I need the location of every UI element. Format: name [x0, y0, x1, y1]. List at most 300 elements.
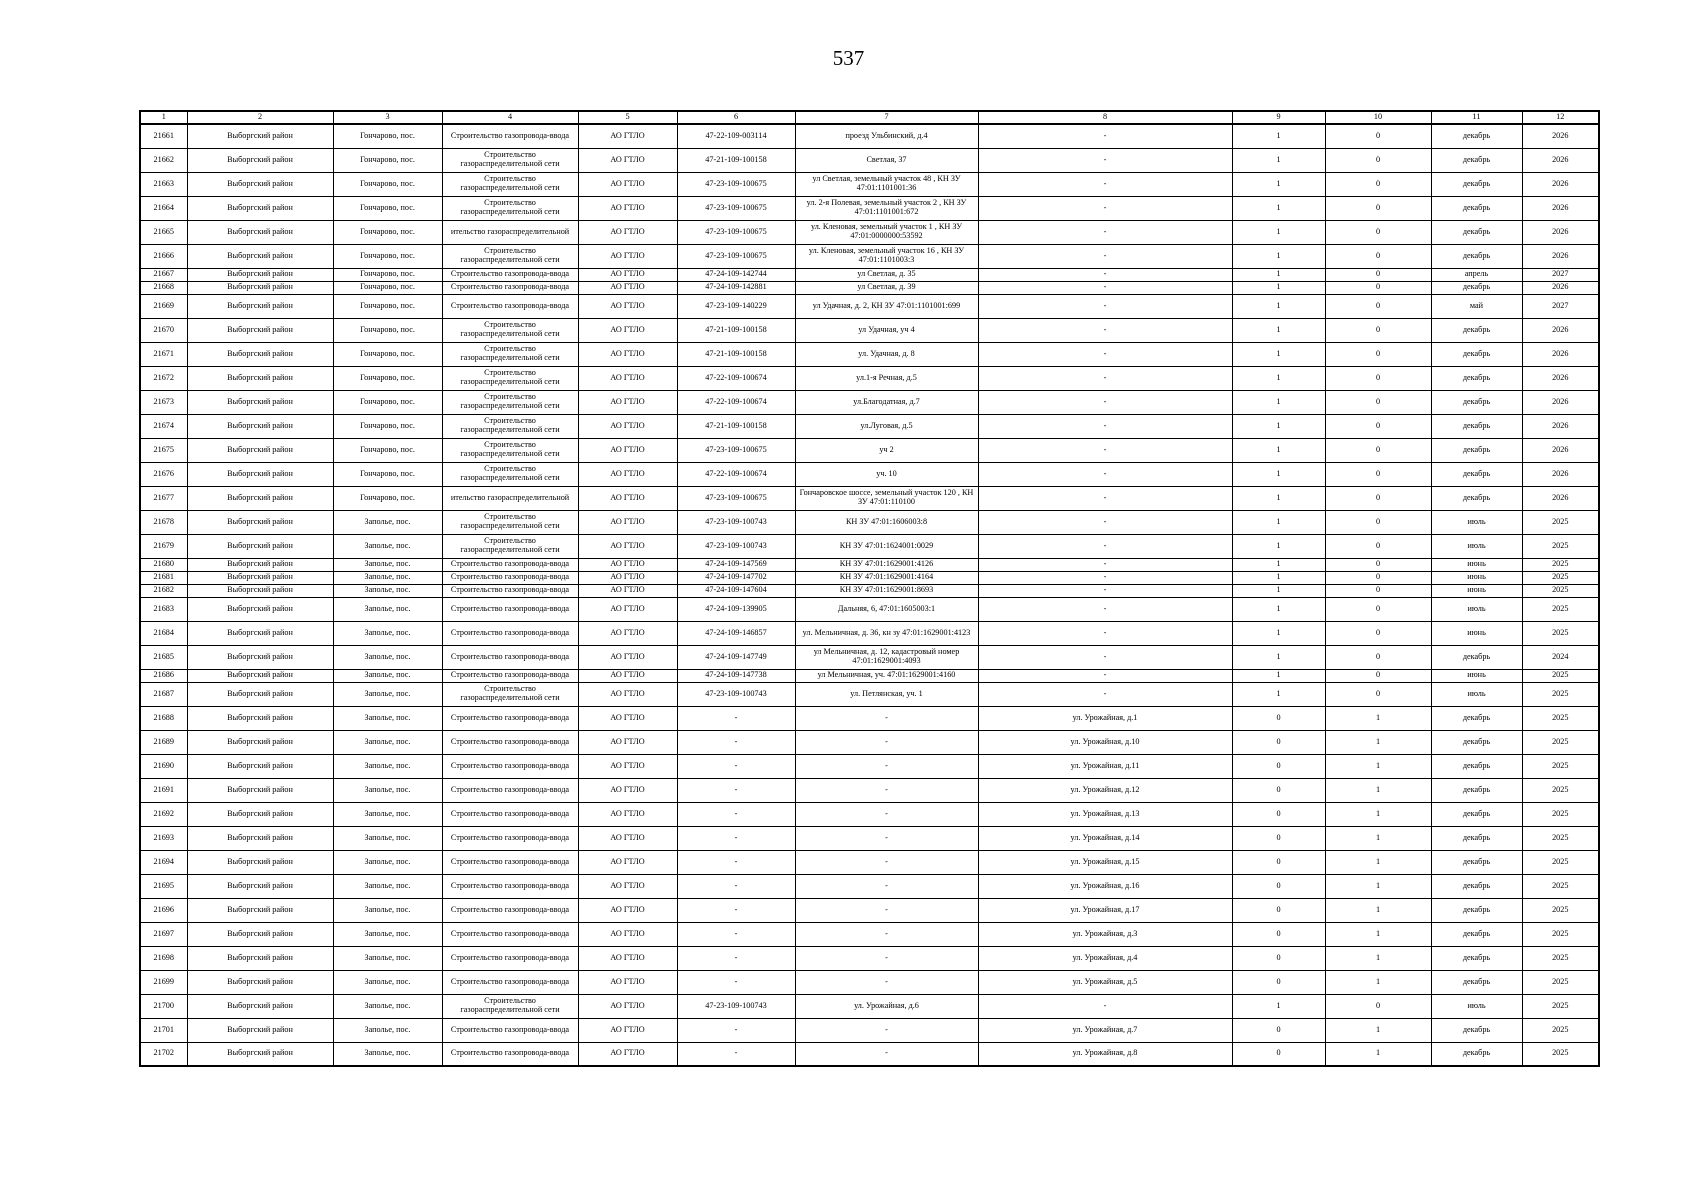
table-row	[140, 281, 1599, 294]
district-cell: Выборгский район	[187, 196, 333, 220]
district-cell: Выборгский район	[187, 1042, 333, 1066]
column-header: 10	[1325, 111, 1431, 124]
settlement-cell: Заполье, пос.	[333, 826, 442, 850]
organization-cell: АО ГТЛО	[578, 994, 677, 1018]
table-row	[140, 220, 1599, 244]
year-cell: 2026	[1522, 390, 1599, 414]
address-cell: -	[795, 874, 978, 898]
row-number-cell: 21684	[140, 621, 187, 645]
table-row	[140, 510, 1599, 534]
count-b-cell: 0	[1325, 438, 1431, 462]
column-header: 9	[1232, 111, 1325, 124]
row-number-cell: 21663	[140, 172, 187, 196]
table-row	[140, 148, 1599, 172]
settlement-cell: Заполье, пос.	[333, 850, 442, 874]
count-a-cell: 1	[1232, 268, 1325, 281]
work-type-cell: Строительство газораспределительной сети	[442, 366, 578, 390]
count-a-cell: 0	[1232, 970, 1325, 994]
year-cell: 2025	[1522, 597, 1599, 621]
count-b-cell: 1	[1325, 778, 1431, 802]
organization-cell: АО ГТЛО	[578, 1018, 677, 1042]
work-type-cell: Строительство газораспределительной сети	[442, 318, 578, 342]
district-cell: Выборгский район	[187, 294, 333, 318]
organization-cell: АО ГТЛО	[578, 826, 677, 850]
address-alt-cell: -	[978, 645, 1232, 669]
year-cell: 2025	[1522, 706, 1599, 730]
month-cell: декабрь	[1431, 414, 1522, 438]
table-row	[140, 730, 1599, 754]
district-cell: Выборгский район	[187, 244, 333, 268]
organization-cell: АО ГТЛО	[578, 754, 677, 778]
application-number-cell: 47-21-109-100158	[677, 318, 795, 342]
address-alt-cell: -	[978, 994, 1232, 1018]
table-row	[140, 172, 1599, 196]
count-a-cell: 1	[1232, 669, 1325, 682]
settlement-cell: Гончарово, пос.	[333, 414, 442, 438]
month-cell: декабрь	[1431, 244, 1522, 268]
application-number-cell: 47-23-109-100675	[677, 244, 795, 268]
month-cell: май	[1431, 294, 1522, 318]
count-b-cell: 1	[1325, 730, 1431, 754]
table-row	[140, 196, 1599, 220]
organization-cell: АО ГТЛО	[578, 294, 677, 318]
table-row	[140, 268, 1599, 281]
organization-cell: АО ГТЛО	[578, 366, 677, 390]
month-cell: июнь	[1431, 621, 1522, 645]
application-number-cell: -	[677, 874, 795, 898]
row-number-cell: 21687	[140, 682, 187, 706]
settlement-cell: Заполье, пос.	[333, 754, 442, 778]
year-cell: 2026	[1522, 281, 1599, 294]
settlement-cell: Заполье, пос.	[333, 922, 442, 946]
application-number-cell: 47-24-109-147604	[677, 584, 795, 597]
district-cell: Выборгский район	[187, 946, 333, 970]
settlement-cell: Заполье, пос.	[333, 898, 442, 922]
district-cell: Выборгский район	[187, 645, 333, 669]
count-b-cell: 0	[1325, 621, 1431, 645]
application-number-cell: 47-24-109-146857	[677, 621, 795, 645]
table-row	[140, 922, 1599, 946]
address-alt-cell: -	[978, 220, 1232, 244]
address-alt-cell: -	[978, 682, 1232, 706]
month-cell: июнь	[1431, 669, 1522, 682]
settlement-cell: Гончарово, пос.	[333, 196, 442, 220]
row-number-cell: 21681	[140, 571, 187, 584]
count-b-cell: 0	[1325, 172, 1431, 196]
count-a-cell: 1	[1232, 645, 1325, 669]
settlement-cell: Гончарово, пос.	[333, 124, 442, 148]
address-alt-cell: ул. Урожайная, д.12	[978, 778, 1232, 802]
table-row	[140, 682, 1599, 706]
count-b-cell: 0	[1325, 318, 1431, 342]
month-cell: декабрь	[1431, 172, 1522, 196]
work-type-cell: Строительство газопровода-ввода	[442, 584, 578, 597]
row-number-cell: 21666	[140, 244, 187, 268]
count-b-cell: 0	[1325, 534, 1431, 558]
month-cell: декабрь	[1431, 390, 1522, 414]
address-alt-cell: ул. Урожайная, д.14	[978, 826, 1232, 850]
row-number-cell: 21665	[140, 220, 187, 244]
row-number-cell: 21699	[140, 970, 187, 994]
month-cell: июль	[1431, 994, 1522, 1018]
year-cell: 2025	[1522, 510, 1599, 534]
year-cell: 2025	[1522, 730, 1599, 754]
settlement-cell: Заполье, пос.	[333, 1018, 442, 1042]
table-row	[140, 318, 1599, 342]
table-row	[140, 534, 1599, 558]
table-row	[140, 244, 1599, 268]
settlement-cell: Гончарово, пос.	[333, 318, 442, 342]
row-number-cell: 21664	[140, 196, 187, 220]
application-number-cell: -	[677, 970, 795, 994]
organization-cell: АО ГТЛО	[578, 946, 677, 970]
month-cell: июнь	[1431, 584, 1522, 597]
address-cell: КН ЗУ 47:01:1629001:8693	[795, 584, 978, 597]
application-number-cell: -	[677, 778, 795, 802]
table-row	[140, 366, 1599, 390]
address-alt-cell: -	[978, 486, 1232, 510]
address-cell: уч. 10	[795, 462, 978, 486]
work-type-cell: Строительство газораспределительной сети	[442, 172, 578, 196]
year-cell: 2026	[1522, 220, 1599, 244]
address-alt-cell: -	[978, 244, 1232, 268]
settlement-cell: Заполье, пос.	[333, 621, 442, 645]
count-a-cell: 0	[1232, 1018, 1325, 1042]
year-cell: 2025	[1522, 682, 1599, 706]
settlement-cell: Заполье, пос.	[333, 534, 442, 558]
address-cell: ул. Петлянская, уч. 1	[795, 682, 978, 706]
application-number-cell: 47-24-109-142881	[677, 281, 795, 294]
application-number-cell: -	[677, 1018, 795, 1042]
address-cell: ул. Кленовая, земельный участок 1 , КН ЗУ 47:01:0000000:53592	[795, 220, 978, 244]
count-b-cell: 1	[1325, 706, 1431, 730]
organization-cell: АО ГТЛО	[578, 534, 677, 558]
address-alt-cell: ул. Урожайная, д.8	[978, 1042, 1232, 1066]
address-alt-cell: ул. Урожайная, д.5	[978, 970, 1232, 994]
district-cell: Выборгский район	[187, 342, 333, 366]
year-cell: 2026	[1522, 366, 1599, 390]
organization-cell: АО ГТЛО	[578, 124, 677, 148]
work-type-cell: Строительство газопровода-ввода	[442, 294, 578, 318]
row-number-cell: 21677	[140, 486, 187, 510]
table-row	[140, 558, 1599, 571]
count-a-cell: 1	[1232, 294, 1325, 318]
organization-cell: АО ГТЛО	[578, 172, 677, 196]
month-cell: декабрь	[1431, 342, 1522, 366]
settlement-cell: Гончарово, пос.	[333, 438, 442, 462]
settlement-cell: Заполье, пос.	[333, 669, 442, 682]
work-type-cell: Строительство газопровода-ввода	[442, 730, 578, 754]
table-row	[140, 597, 1599, 621]
organization-cell: АО ГТЛО	[578, 874, 677, 898]
month-cell: декабрь	[1431, 826, 1522, 850]
row-number-cell: 21688	[140, 706, 187, 730]
district-cell: Выборгский район	[187, 584, 333, 597]
column-header: 11	[1431, 111, 1522, 124]
address-alt-cell: -	[978, 571, 1232, 584]
district-cell: Выборгский район	[187, 462, 333, 486]
work-type-cell: Строительство газопровода-ввода	[442, 621, 578, 645]
count-b-cell: 1	[1325, 874, 1431, 898]
row-number-cell: 21696	[140, 898, 187, 922]
count-a-cell: 1	[1232, 220, 1325, 244]
organization-cell: АО ГТЛО	[578, 802, 677, 826]
district-cell: Выборгский район	[187, 730, 333, 754]
table-row	[140, 994, 1599, 1018]
address-alt-cell: -	[978, 584, 1232, 597]
month-cell: июнь	[1431, 558, 1522, 571]
year-cell: 2025	[1522, 558, 1599, 571]
register-table	[139, 110, 1600, 1067]
row-number-cell: 21694	[140, 850, 187, 874]
count-b-cell: 0	[1325, 510, 1431, 534]
count-b-cell: 0	[1325, 645, 1431, 669]
address-alt-cell: ул. Урожайная, д.10	[978, 730, 1232, 754]
address-cell: -	[795, 826, 978, 850]
address-cell: -	[795, 898, 978, 922]
address-cell: ул. Кленовая, земельный участок 16 , КН ЗУ 47:01:1101003:3	[795, 244, 978, 268]
address-alt-cell: -	[978, 281, 1232, 294]
district-cell: Выборгский район	[187, 597, 333, 621]
organization-cell: АО ГТЛО	[578, 414, 677, 438]
month-cell: декабрь	[1431, 196, 1522, 220]
address-alt-cell: -	[978, 597, 1232, 621]
address-cell: ул Светлая, д. 39	[795, 281, 978, 294]
settlement-cell: Гончарово, пос.	[333, 281, 442, 294]
address-cell: ул.1-я Речная, д.5	[795, 366, 978, 390]
year-cell: 2025	[1522, 621, 1599, 645]
table-row	[140, 754, 1599, 778]
address-alt-cell: -	[978, 268, 1232, 281]
count-b-cell: 0	[1325, 342, 1431, 366]
address-cell: КН ЗУ 47:01:1629001:4126	[795, 558, 978, 571]
count-b-cell: 0	[1325, 584, 1431, 597]
organization-cell: АО ГТЛО	[578, 438, 677, 462]
address-alt-cell: -	[978, 196, 1232, 220]
address-cell: ул. Удачная, д. 8	[795, 342, 978, 366]
count-a-cell: 0	[1232, 898, 1325, 922]
settlement-cell: Заполье, пос.	[333, 970, 442, 994]
month-cell: июль	[1431, 682, 1522, 706]
address-alt-cell: ул. Урожайная, д.1	[978, 706, 1232, 730]
count-a-cell: 1	[1232, 148, 1325, 172]
organization-cell: АО ГТЛО	[578, 922, 677, 946]
year-cell: 2026	[1522, 196, 1599, 220]
row-number-cell: 21671	[140, 342, 187, 366]
count-a-cell: 1	[1232, 172, 1325, 196]
row-number-cell: 21691	[140, 778, 187, 802]
district-cell: Выборгский район	[187, 898, 333, 922]
row-number-cell: 21674	[140, 414, 187, 438]
application-number-cell: 47-22-109-100674	[677, 366, 795, 390]
count-a-cell: 1	[1232, 438, 1325, 462]
work-type-cell: Строительство газопровода-ввода	[442, 706, 578, 730]
column-header: 7	[795, 111, 978, 124]
work-type-cell: Строительство газораспределительной сети	[442, 196, 578, 220]
row-number-cell: 21693	[140, 826, 187, 850]
row-number-cell: 21679	[140, 534, 187, 558]
address-cell: -	[795, 778, 978, 802]
column-header: 4	[442, 111, 578, 124]
address-alt-cell: -	[978, 294, 1232, 318]
work-type-cell: Строительство газораспределительной сети	[442, 148, 578, 172]
settlement-cell: Гончарово, пос.	[333, 366, 442, 390]
count-a-cell: 0	[1232, 730, 1325, 754]
column-header: 6	[677, 111, 795, 124]
application-number-cell: 47-21-109-100158	[677, 414, 795, 438]
table-row	[140, 414, 1599, 438]
district-cell: Выборгский район	[187, 390, 333, 414]
table-row	[140, 826, 1599, 850]
application-number-cell: -	[677, 946, 795, 970]
address-alt-cell: -	[978, 172, 1232, 196]
table-row	[140, 898, 1599, 922]
application-number-cell: 47-23-109-100675	[677, 438, 795, 462]
month-cell: декабрь	[1431, 148, 1522, 172]
work-type-cell: Строительство газораспределительной сети	[442, 510, 578, 534]
count-b-cell: 0	[1325, 268, 1431, 281]
settlement-cell: Заполье, пос.	[333, 571, 442, 584]
address-cell: ул.Благодатная, д.7	[795, 390, 978, 414]
year-cell: 2024	[1522, 645, 1599, 669]
organization-cell: АО ГТЛО	[578, 898, 677, 922]
table-row	[140, 874, 1599, 898]
settlement-cell: Гончарово, пос.	[333, 294, 442, 318]
application-number-cell: -	[677, 730, 795, 754]
year-cell: 2026	[1522, 342, 1599, 366]
row-number-cell: 21689	[140, 730, 187, 754]
year-cell: 2026	[1522, 124, 1599, 148]
address-cell: -	[795, 802, 978, 826]
count-a-cell: 0	[1232, 802, 1325, 826]
organization-cell: АО ГТЛО	[578, 850, 677, 874]
organization-cell: АО ГТЛО	[578, 558, 677, 571]
count-b-cell: 0	[1325, 669, 1431, 682]
year-cell: 2025	[1522, 1042, 1599, 1066]
month-cell: декабрь	[1431, 281, 1522, 294]
district-cell: Выборгский район	[187, 802, 333, 826]
row-number-cell: 21673	[140, 390, 187, 414]
year-cell: 2026	[1522, 318, 1599, 342]
count-b-cell: 0	[1325, 124, 1431, 148]
district-cell: Выборгский район	[187, 778, 333, 802]
address-alt-cell: -	[978, 558, 1232, 571]
month-cell: апрель	[1431, 268, 1522, 281]
count-a-cell: 1	[1232, 366, 1325, 390]
address-alt-cell: -	[978, 621, 1232, 645]
district-cell: Выборгский район	[187, 148, 333, 172]
month-cell: декабрь	[1431, 898, 1522, 922]
row-number-cell: 21701	[140, 1018, 187, 1042]
year-cell: 2025	[1522, 922, 1599, 946]
row-number-cell: 21686	[140, 669, 187, 682]
year-cell: 2026	[1522, 414, 1599, 438]
organization-cell: АО ГТЛО	[578, 342, 677, 366]
count-a-cell: 1	[1232, 124, 1325, 148]
table-row	[140, 294, 1599, 318]
row-number-cell: 21692	[140, 802, 187, 826]
month-cell: июль	[1431, 597, 1522, 621]
work-type-cell: Строительство газопровода-ввода	[442, 597, 578, 621]
count-b-cell: 1	[1325, 1042, 1431, 1066]
district-cell: Выборгский район	[187, 318, 333, 342]
organization-cell: АО ГТЛО	[578, 268, 677, 281]
address-alt-cell: -	[978, 366, 1232, 390]
settlement-cell: Гончарово, пос.	[333, 390, 442, 414]
count-b-cell: 0	[1325, 281, 1431, 294]
settlement-cell: Гончарово, пос.	[333, 486, 442, 510]
address-cell: -	[795, 946, 978, 970]
month-cell: июль	[1431, 534, 1522, 558]
organization-cell: АО ГТЛО	[578, 571, 677, 584]
application-number-cell: -	[677, 850, 795, 874]
organization-cell: АО ГТЛО	[578, 597, 677, 621]
work-type-cell: Строительство газопровода-ввода	[442, 669, 578, 682]
application-number-cell: -	[677, 706, 795, 730]
address-alt-cell: ул. Урожайная, д.13	[978, 802, 1232, 826]
application-number-cell: 47-22-109-100674	[677, 462, 795, 486]
address-cell: -	[795, 1042, 978, 1066]
organization-cell: АО ГТЛО	[578, 244, 677, 268]
district-cell: Выборгский район	[187, 682, 333, 706]
count-b-cell: 1	[1325, 898, 1431, 922]
district-cell: Выборгский район	[187, 850, 333, 874]
work-type-cell: Строительство газораспределительной сети	[442, 994, 578, 1018]
year-cell: 2026	[1522, 486, 1599, 510]
application-number-cell: 47-23-109-100675	[677, 196, 795, 220]
year-cell: 2026	[1522, 462, 1599, 486]
year-cell: 2027	[1522, 268, 1599, 281]
row-number-cell: 21662	[140, 148, 187, 172]
settlement-cell: Гончарово, пос.	[333, 172, 442, 196]
count-b-cell: 0	[1325, 571, 1431, 584]
table-row	[140, 486, 1599, 510]
count-a-cell: 0	[1232, 754, 1325, 778]
work-type-cell: Строительство газопровода-ввода	[442, 826, 578, 850]
settlement-cell: Заполье, пос.	[333, 682, 442, 706]
application-number-cell: 47-23-109-100675	[677, 220, 795, 244]
row-number-cell: 21697	[140, 922, 187, 946]
count-b-cell: 0	[1325, 682, 1431, 706]
settlement-cell: Заполье, пос.	[333, 584, 442, 597]
settlement-cell: Гончарово, пос.	[333, 244, 442, 268]
address-cell: ул Мельничная, д. 12, кадастровый номер 47:01:1629001:4093	[795, 645, 978, 669]
application-number-cell: 47-24-109-147738	[677, 669, 795, 682]
year-cell: 2025	[1522, 802, 1599, 826]
count-a-cell: 0	[1232, 826, 1325, 850]
work-type-cell: Строительство газораспределительной сети	[442, 244, 578, 268]
organization-cell: АО ГТЛО	[578, 778, 677, 802]
district-cell: Выборгский район	[187, 268, 333, 281]
settlement-cell: Заполье, пос.	[333, 874, 442, 898]
settlement-cell: Гончарово, пос.	[333, 220, 442, 244]
organization-cell: АО ГТЛО	[578, 621, 677, 645]
address-cell: ул Мельничная, уч. 47:01:1629001:4160	[795, 669, 978, 682]
organization-cell: АО ГТЛО	[578, 220, 677, 244]
organization-cell: АО ГТЛО	[578, 669, 677, 682]
year-cell: 2025	[1522, 850, 1599, 874]
row-number-cell: 21667	[140, 268, 187, 281]
column-header: 12	[1522, 111, 1599, 124]
organization-cell: АО ГТЛО	[578, 486, 677, 510]
district-cell: Выборгский район	[187, 510, 333, 534]
organization-cell: АО ГТЛО	[578, 682, 677, 706]
year-cell: 2025	[1522, 874, 1599, 898]
district-cell: Выборгский район	[187, 826, 333, 850]
application-number-cell: 47-23-109-100743	[677, 534, 795, 558]
address-alt-cell: ул. Урожайная, д.4	[978, 946, 1232, 970]
month-cell: декабрь	[1431, 318, 1522, 342]
